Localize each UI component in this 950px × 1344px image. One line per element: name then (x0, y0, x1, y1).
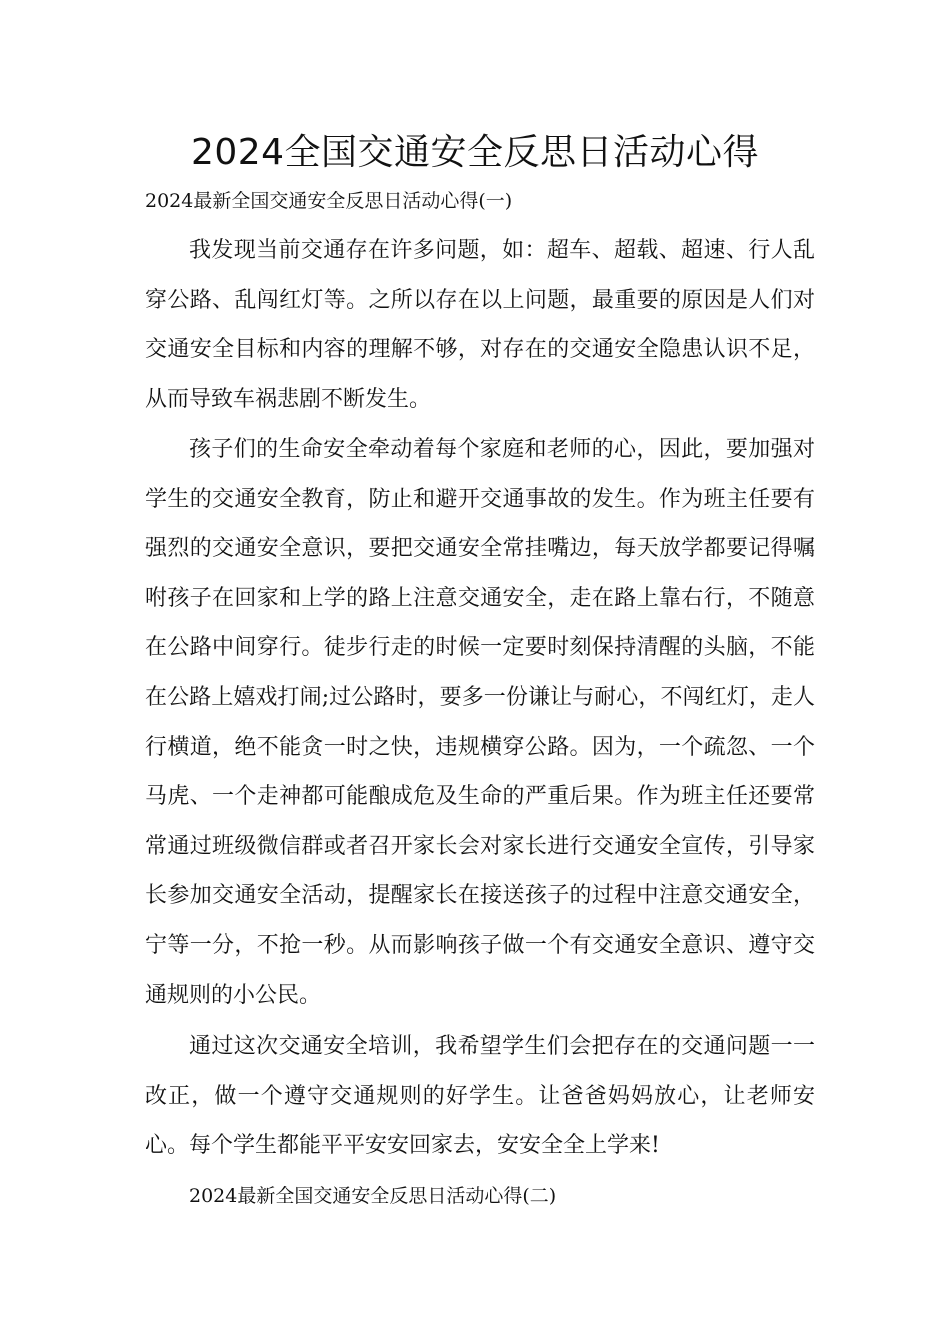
section-heading-2: 2024最新全国交通安全反思日活动心得(二) (189, 1185, 557, 1207)
body-paragraph-1: 我发现当前交通存在许多问题，如：超车、超载、超速、行人乱穿公路、乱闯红灯等。之所以存在以上问题，最重要的原因是人们对交通安全目标和内容的理解不够，对存在的交通安全隐患认识不足，从而导致车祸悲剧不断发生。 (145, 238, 815, 412)
body-paragraph-3: 通过这次交通安全培训，我希望学生们会把存在的交通问题一一改正，做一个遵守交通规则的好学生。让爸爸妈妈放心，让老师安心。每个学生都能平平安安回家去，安安全全上学来! (145, 1034, 815, 1159)
section-heading-1: 2024最新全国交通安全反思日活动心得(一) (145, 190, 513, 212)
document-title: 2024全国交通安全反思日活动心得 (190, 132, 760, 173)
body-paragraph-2: 孩子们的生命安全牵动着每个家庭和老师的心，因此，要加强对学生的交通安全教育，防止和避开交通事故的发生。作为班主任要有强烈的交通安全意识，要把交通安全常挂嘴边，每天放学都要记得嘱咐孩子在回家和上学的路上注意交通安全，走在路上靠右行，不随意在公路中间穿行。徒步行走的时候一定要时刻保持清醒的头脑，不能在公路上嬉戏打闹;过公路时，要多一份谦让与耐心，不闯红灯，走人行横道，绝不能贪一时之快，违规横穿公路。因为，一个疏忽、一个马虎、一个走神都可能酿成危及生命的严重后果。作为班主任还要常常通过班级微信群或者召开家长会对家长进行交通安全宣传，引导家长参加交通安全活动，提醒家长在接送孩子的过程中注意交通安全，宁等一分，不抢一秒。从而影响孩子做一个有交通安全意识、遵守交通规则的小公民。 (145, 437, 815, 1008)
